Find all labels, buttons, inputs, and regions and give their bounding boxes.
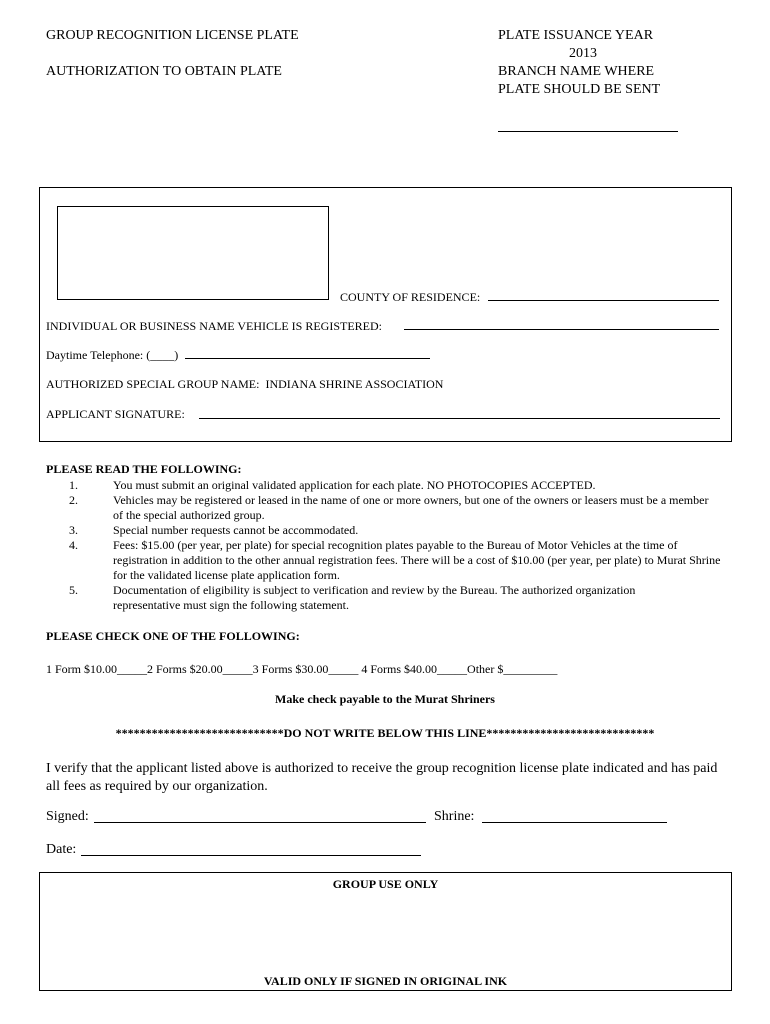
group-name-row [46, 377, 443, 392]
registered-name-label: INDIVIDUAL OR BUSINESS NAME VEHICLE IS REGISTERED: [46, 319, 382, 333]
signed-field[interactable] [94, 822, 426, 823]
group-name-label: AUTHORIZED SPECIAL GROUP NAME: [46, 377, 260, 391]
list-item: Special number requests cannot be accommodated. [113, 523, 359, 537]
valid-ink-note: VALID ONLY IF SIGNED IN ORIGINAL INK [263, 974, 508, 988]
list-item: Documentation of eligibility is subject to verification and review by the Bureau. The authorized organization representative must sign the following statement. [113, 583, 636, 612]
address-box[interactable] [57, 206, 329, 300]
date-label: Date: [46, 842, 77, 857]
signature-label: APPLICANT SIGNATURE: [46, 407, 185, 421]
list-item-number: 1. [69, 478, 78, 492]
group-name-value: INDIANA SHRINE ASSOCIATION [265, 377, 444, 391]
fee-options[interactable]: 1 Form $10.00_____2 Forms $20.00_____3 Forms $30.00_____ 4 Forms $40.00_____Other $_________ [46, 662, 558, 676]
shrine-label: Shrine: [434, 809, 475, 824]
branch-label-line-1: BRANCH NAME WHERE [498, 64, 655, 79]
form-title-line-1: GROUP RECOGNITION LICENSE PLATE [46, 28, 299, 43]
payable-note: Make check payable to the Murat Shriners [275, 692, 495, 706]
phone-label: Daytime Telephone: (____) [46, 348, 179, 362]
plate-year-label: PLATE ISSUANCE YEAR [498, 28, 654, 43]
county-label: COUNTY OF RESIDENCE: [340, 290, 481, 304]
list-item: Vehicles may be registered or leased in the name of one or more owners, but one of the owners or leasers must be a member of the special authorized group. [113, 493, 709, 522]
applicant-signature-field[interactable] [199, 418, 720, 419]
list-item-number: 2. [69, 493, 78, 507]
list-item-number: 3. [69, 523, 78, 537]
branch-label-line-2: PLATE SHOULD BE SENT [498, 82, 661, 97]
list-item: Fees: $15.00 (per year, per plate) for special recognition plates payable to the Bureau of Motor Vehicles at the time of registration in addition to the other annual registration fees. There will be a cost of $10.00 (per year, per plate) to Murat Shrine for the validated license plate application form. [113, 538, 721, 582]
list-item-number: 4. [69, 538, 78, 552]
phone-field[interactable] [185, 358, 430, 359]
branch-name-field[interactable] [498, 131, 678, 132]
list-item-number: 5. [69, 583, 78, 597]
signed-label: Signed: [46, 809, 89, 824]
verification-statement: I verify that the applicant listed above is authorized to receive the group recognition license plate indicated and has paid all fees as required by our organization. [46, 761, 718, 794]
plate-year-value: 2013 [569, 46, 597, 61]
date-field[interactable] [81, 855, 421, 856]
check-heading: PLEASE CHECK ONE OF THE FOLLOWING: [46, 629, 300, 643]
county-field[interactable] [488, 300, 719, 301]
form-title-line-2: AUTHORIZATION TO OBTAIN PLATE [46, 64, 282, 79]
shrine-field[interactable] [482, 822, 667, 823]
registered-name-field[interactable] [404, 329, 719, 330]
group-use-title: GROUP USE ONLY [332, 877, 439, 891]
instructions-heading: PLEASE READ THE FOLLOWING: [46, 462, 242, 476]
list-item: You must submit an original validated application for each plate. NO PHOTOCOPIES ACCEPTED. [113, 478, 596, 492]
do-not-write-divider: ****************************DO NOT WRITE BELOW THIS LINE**************************** [115, 726, 655, 740]
